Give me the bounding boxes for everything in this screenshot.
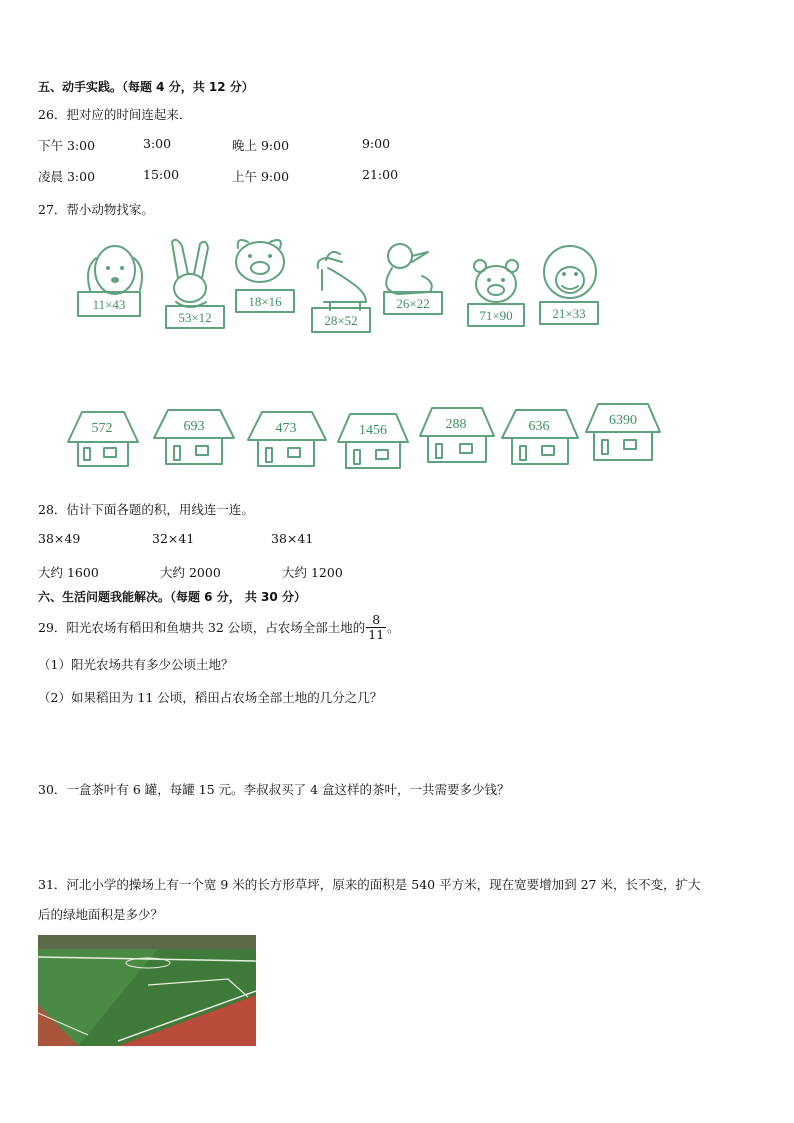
question-31-line-2: 后的绿地面积是多少？ [38, 907, 164, 922]
q28-estimate-2: 大约 2000 [160, 565, 221, 580]
house-number-5: 288 [445, 417, 467, 432]
q29-prompt-text: 29．阳光农场有稻田和鱼塘共 32 公顷，占农场全部土地的 [38, 620, 366, 635]
section-6-title: 六、生活问题我能解决。（每题 6 分， 共 30 分） [38, 590, 306, 604]
q29-fraction [366, 613, 386, 642]
q26-row2-item-2: 15:00 [143, 167, 180, 182]
q26-row1-item-4: 9:00 [362, 136, 391, 151]
q28-expr-2: 32×41 [152, 531, 195, 546]
q28-expr-1: 38×49 [38, 531, 81, 546]
q29-fraction-denominator: 11 [368, 626, 385, 642]
q26-row1-item-1: 下午 3:00 [38, 138, 96, 153]
house-6 [502, 410, 578, 464]
houses-illustration [58, 400, 668, 472]
q26-row1-item-3: 晚上 9:00 [232, 138, 290, 153]
q26-row2-item-4: 21:00 [362, 167, 399, 182]
house-2 [154, 410, 234, 464]
q29-prompt-end: 。 [387, 620, 400, 635]
question-31-line-1: 31．河北小学的操场上有一个宽 9 米的长方形草坪，原来的面积是 540 平方米，现在宽要增加到 27 米，长不变，扩大 [38, 877, 701, 892]
animal-expr-6: 71×90 [479, 308, 513, 323]
house-4 [338, 414, 408, 468]
q26-row1-item-2: 3:00 [143, 136, 172, 151]
animal-expr-5: 26×22 [396, 296, 430, 311]
q26-row2-item-1: 凌晨 3:00 [38, 169, 96, 184]
sports-field-photo [38, 935, 256, 1046]
animal-expr-7: 21×33 [552, 306, 586, 321]
animal-expr-2: 53×12 [178, 310, 212, 325]
house-number-7: 6390 [609, 413, 637, 428]
question-30-prompt: 30．一盒茶叶有 6 罐，每罐 15 元。李叔叔买了 4 盒这样的茶叶，一共需要多少钱？ [38, 782, 510, 797]
house-number-3: 473 [275, 421, 297, 436]
animal-expr-4: 28×52 [324, 313, 358, 328]
animal-expr-3: 18×16 [248, 294, 282, 309]
q28-estimate-3: 大约 1200 [282, 565, 343, 580]
house-number-6: 636 [528, 419, 550, 434]
q29-subquestion-2: （2）如果稻田为 11 公顷，稻田占农场全部土地的几分之几？ [38, 690, 383, 705]
house-7 [586, 404, 660, 460]
animals-illustration [60, 228, 620, 343]
pig-icon [236, 240, 294, 312]
question-29-prompt [38, 608, 400, 646]
q28-expr-3: 38×41 [271, 531, 314, 546]
q29-fraction-numerator: 8 [372, 611, 381, 627]
q28-estimate-1: 大约 1600 [38, 565, 99, 580]
bear-icon [468, 260, 524, 326]
section-5-title: 五、动手实践。（每题 4 分，共 12 分） [38, 80, 254, 94]
q29-subquestion-1: （1）阳光农场共有多少公顷土地？ [38, 657, 234, 672]
house-3 [248, 412, 326, 466]
dog-icon [78, 246, 142, 316]
house-number-1: 572 [91, 421, 113, 436]
question-26-prompt: 26．把对应的时间连起来． [38, 107, 192, 122]
animal-expr-1: 11×43 [92, 297, 126, 312]
house-number-2: 693 [183, 419, 205, 434]
rabbit-icon [166, 240, 224, 328]
house-1 [68, 412, 138, 466]
q26-row2-item-3: 上午 9:00 [232, 169, 290, 184]
question-27-prompt: 27．帮小动物找家。 [38, 202, 154, 217]
house-number-4: 1456 [359, 423, 387, 438]
goat-icon [312, 252, 370, 332]
monkey-icon [540, 246, 598, 324]
duck-icon [384, 244, 442, 314]
house-5 [420, 408, 494, 462]
question-28-prompt: 28．估计下面各题的积，用线连一连。 [38, 502, 254, 517]
